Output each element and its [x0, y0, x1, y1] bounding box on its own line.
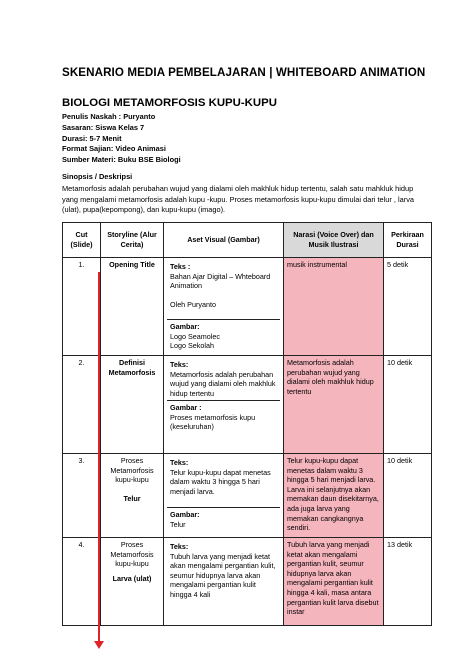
header-storyline: Storyline (Alur Cerita)	[101, 223, 164, 258]
aset-text-block	[167, 456, 280, 507]
storyline-bold: Telur	[123, 493, 141, 503]
storyline-text: Proses Metamorfosis kupu-kupu	[110, 456, 154, 485]
durasi-cell: 5 detik	[384, 258, 432, 356]
header-narasi: Narasi (Voice Over) dan Musik Ilustrasi	[284, 223, 384, 258]
narasi-cell: musik instrumental	[284, 258, 384, 356]
aset-line: Bahan Ajar Digital – Whteboard Animation	[170, 271, 271, 291]
header-durasi: Perkiraan Durasi	[384, 223, 432, 258]
synopsis-heading: Sinopsis / Deskripsi	[62, 172, 133, 181]
timeline-arrow-line	[98, 272, 100, 647]
aset-spacer	[170, 291, 277, 300]
storyline-cell	[101, 538, 164, 626]
durasi-cell: 13 detik	[384, 538, 432, 626]
aset-line: Tubuh larva yang menjadi ketat akan mengalami pergantian kulit, seumur hidupnya larva akan mengalami pergantian kulit hingga 4 kali	[170, 551, 276, 599]
narasi-cell: Telur kupu-kupu dapat menetas dalam waktu 3 hingga 5 hari menjadi larva. Larva ini selanjutnya akan memakan daun disekitarnya, ada juga larva yang memakan cangkangnya sendiri.	[284, 454, 384, 538]
row-number: 4.	[63, 538, 101, 626]
aset-label: Gambar :	[170, 403, 202, 412]
aset-text-block	[167, 260, 280, 319]
aset-label: Teks :	[170, 262, 191, 271]
storyline-bold: Larva (ulat)	[112, 573, 152, 583]
meta-author: Penulis Naskah : Puryanto	[62, 112, 156, 121]
storyline-cell	[101, 454, 164, 538]
table-row	[63, 258, 432, 356]
meta-target: Sasaran: Siswa Kelas 7	[62, 122, 145, 132]
document-title: SKENARIO MEDIA PEMBELAJARAN | WHITEBOARD ANIMATION	[62, 66, 426, 79]
aset-image-block	[167, 507, 280, 531]
durasi-cell: 10 detik	[384, 454, 432, 538]
row-number: 1.	[63, 258, 101, 356]
meta-format: Format Sajian: Video Animasi	[62, 144, 166, 154]
aset-label: Teks:	[170, 360, 189, 369]
table-header-row	[63, 223, 432, 258]
table-row	[63, 454, 432, 538]
table-row	[63, 356, 432, 454]
storyline-bold: Definisi Metamorfosis	[108, 358, 156, 377]
narasi-cell: Tubuh larva yang menjadi ketat akan mengalami pergantian kulit, seumur hidupnya larva akan mengalami pergantian kulit hingga 4 kali, masa antara pergantian kulit larva disebut instar	[284, 538, 384, 626]
durasi-cell: 10 detik	[384, 356, 432, 454]
aset-image-block	[167, 319, 280, 353]
aset-line: Telur kupu-kupu dapat menetas dalam waktu 3 hingga 5 hari menjadi larva.	[170, 467, 271, 496]
scenario-table	[62, 222, 432, 626]
aset-text-block	[167, 540, 280, 602]
storyline-cell	[101, 356, 164, 454]
aset-line: Logo Seamolec	[170, 331, 220, 341]
aset-line: Telur	[170, 519, 186, 529]
aset-visual-cell	[164, 356, 284, 454]
aset-line: Oleh Puryanto	[170, 299, 216, 309]
table-row	[63, 538, 432, 626]
synopsis-text: Metamorfosis adalah perubahan wujud yang dialami oleh makhluk hidup tertentu, salah satu mahkluk hidup yang mengalami metamorfosis adalah kupu -kupu. Proses metamorfosis kupu-kupu dimulai dari telur , larva (ulat), pupa(kepompong), dan kupu-kupu (imago).	[62, 184, 415, 215]
aset-line: Logo Sekolah	[170, 341, 214, 351]
row-number: 3.	[63, 454, 101, 538]
aset-label: Gambar:	[170, 322, 200, 331]
aset-label: Teks:	[170, 542, 189, 551]
storyline-text: Proses Metamorfosis kupu-kupu	[110, 540, 154, 569]
aset-line: Metamorfosis adalah perubahan wujud yang dialami oleh makhluk hidup tertentu	[170, 369, 276, 398]
aset-visual-cell	[164, 454, 284, 538]
meta-duration: Durasi: 5-7 Menit	[62, 133, 122, 143]
meta-source: Sumber Materi: Buku BSE Biologi	[62, 155, 181, 165]
storyline-spacer	[104, 485, 160, 494]
aset-text-block	[167, 358, 280, 400]
header-aset-visual: Aset Visual (Gambar)	[164, 223, 284, 258]
timeline-arrow-head	[94, 641, 104, 649]
aset-label: Gambar:	[170, 510, 200, 519]
document-subtitle: BIOLOGI METAMORFOSIS KUPU-KUPU	[62, 97, 277, 109]
row-number: 2.	[63, 356, 101, 454]
narasi-cell: Metamorfosis adalah perubahan wujud yang dialami oleh makhluk hidup tertentu	[284, 356, 384, 454]
aset-image-block	[167, 400, 280, 434]
aset-line: Proses metamorfosis kupu (keseluruhan)	[170, 412, 256, 432]
meta-block	[62, 112, 181, 166]
storyline-cell	[101, 258, 164, 356]
header-cut: Cut (Slide)	[63, 223, 101, 258]
aset-visual-cell	[164, 538, 284, 626]
storyline-bold: Opening Title	[109, 260, 155, 269]
aset-visual-cell	[164, 258, 284, 356]
aset-label: Teks:	[170, 458, 189, 467]
